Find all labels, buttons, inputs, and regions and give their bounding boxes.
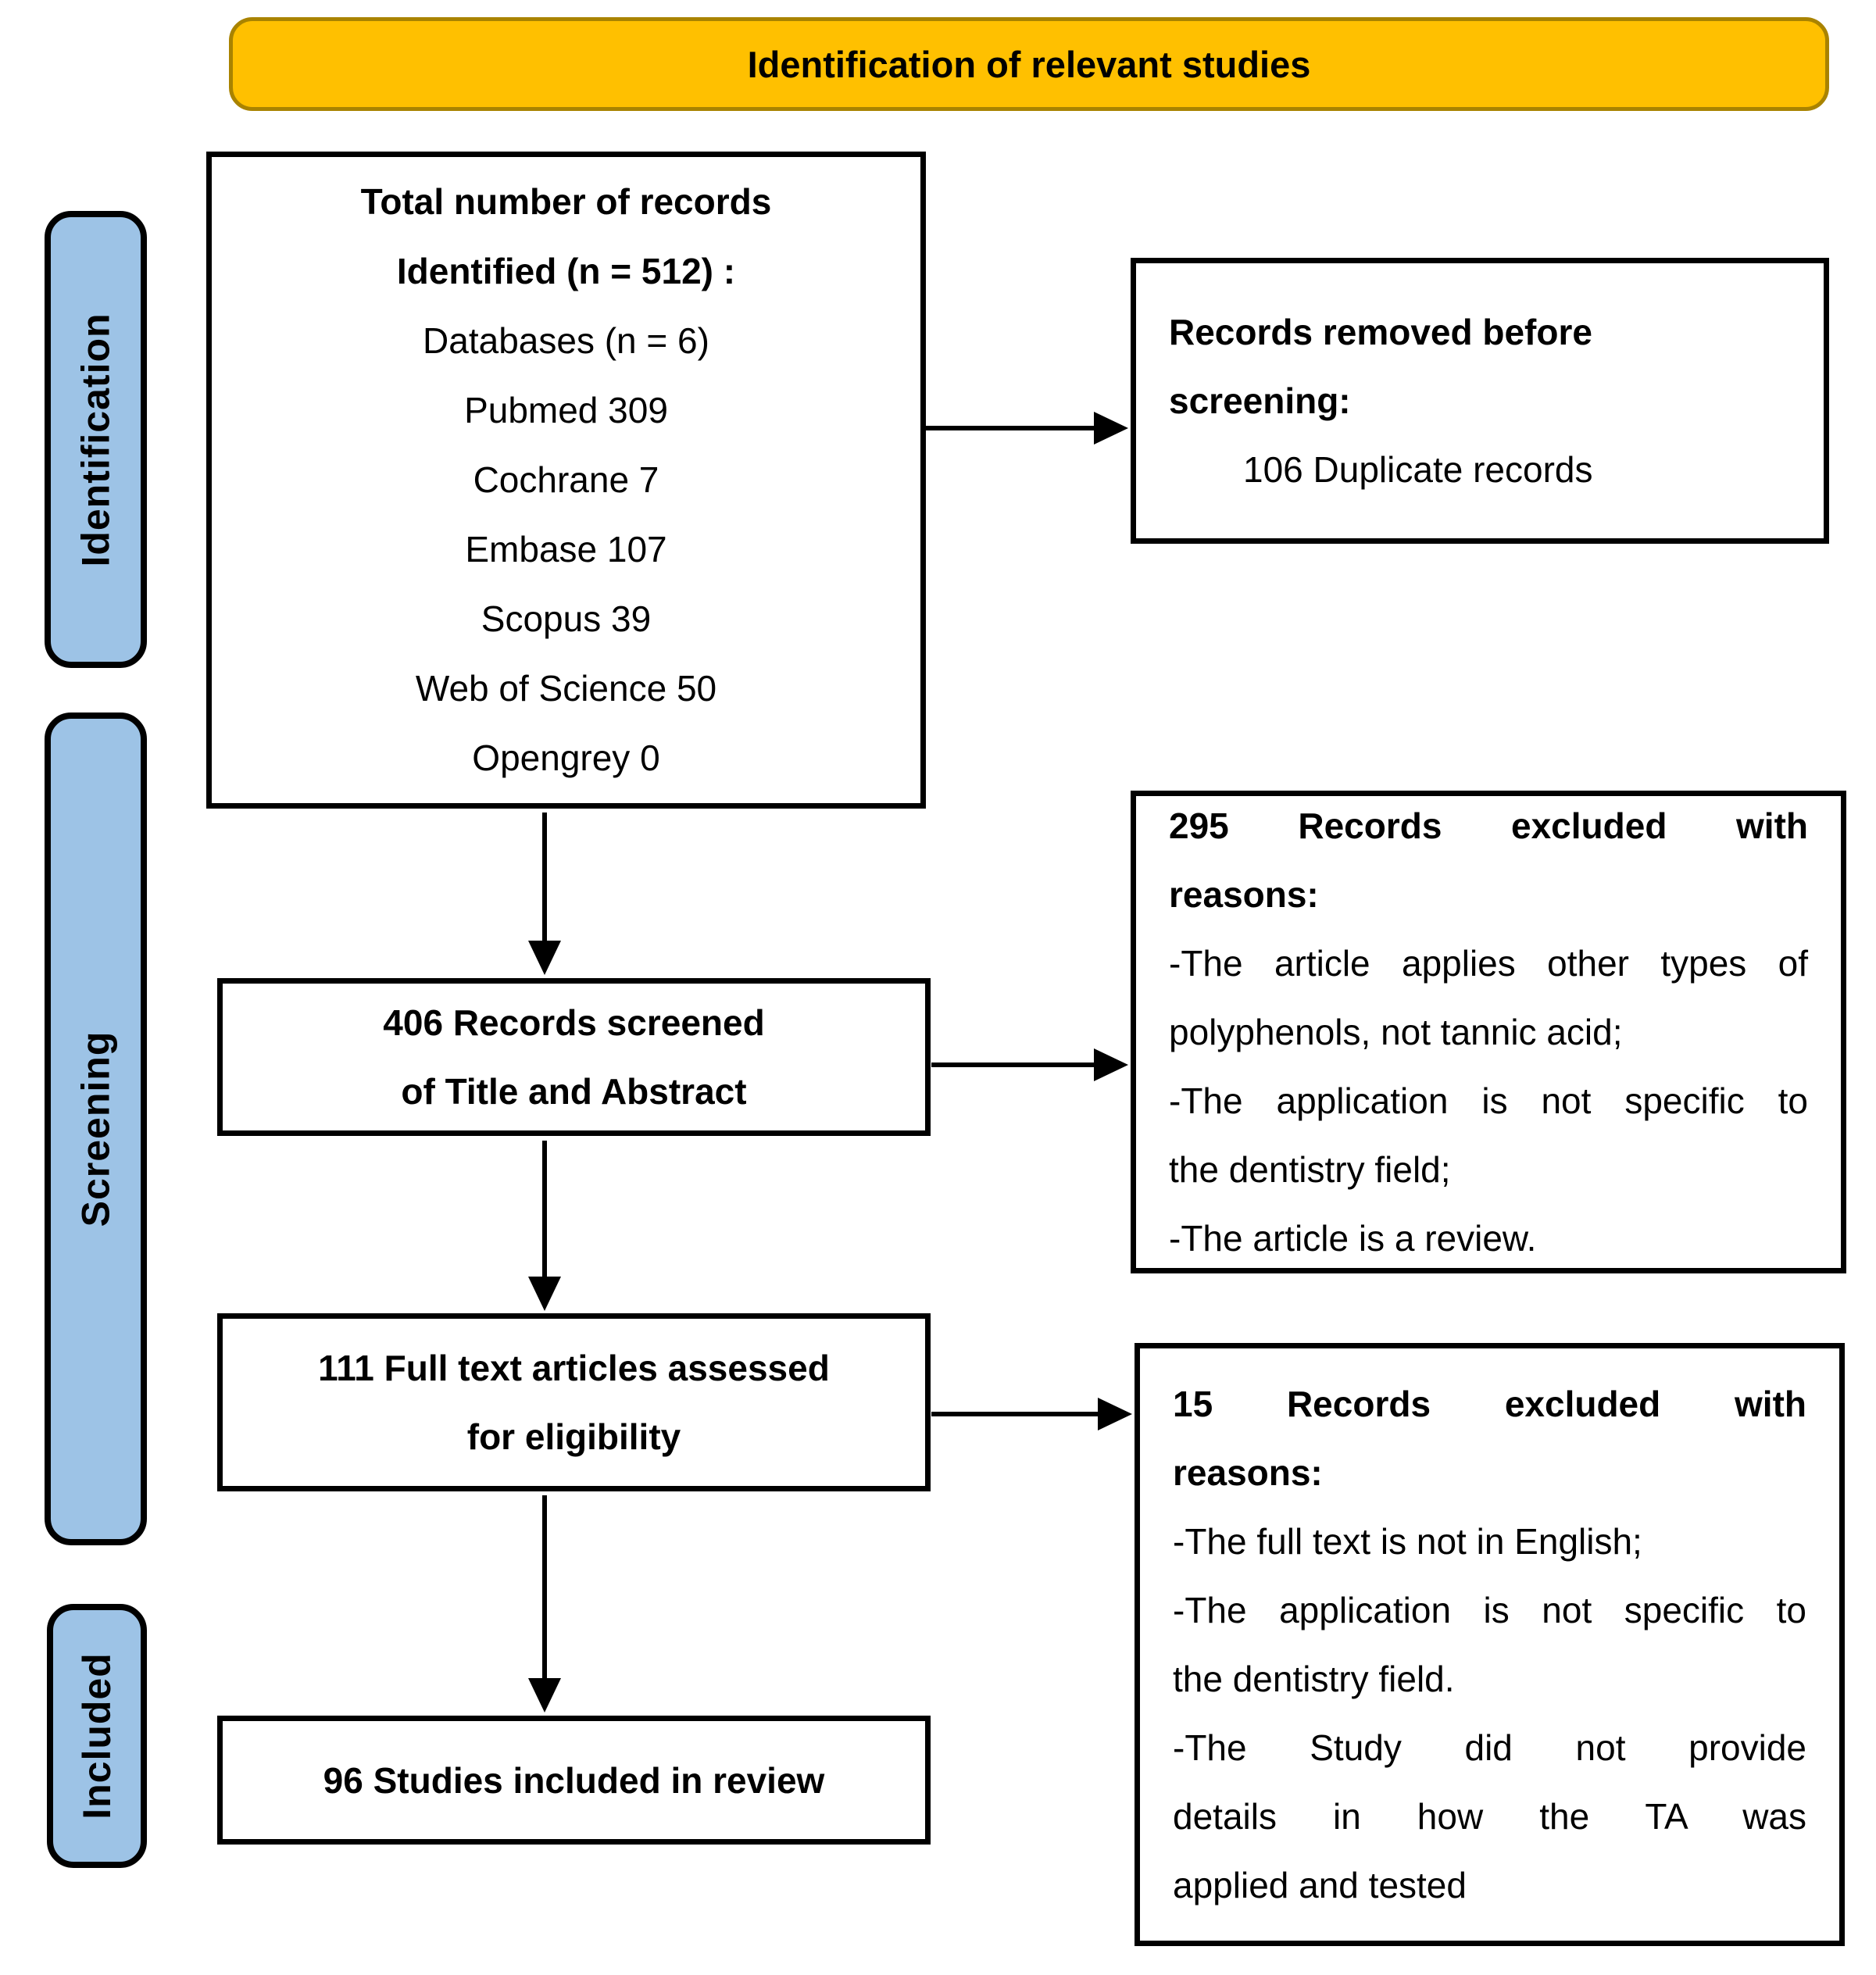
removed-line: screening: (1169, 380, 1351, 421)
identified-line: Databases (n = 6) (423, 320, 709, 361)
excluded-fulltext-line: -The application is not specific to (1173, 1590, 1806, 1630)
excluded-screening-line: -The article applies other types of (1169, 943, 1808, 984)
arrow-screened-to-excluded-head (1094, 1048, 1128, 1081)
box-records-removed (1131, 258, 1829, 544)
box-excluded-screening (1131, 791, 1846, 1273)
fulltext-line: 111 Full text articles assessed (318, 1348, 830, 1388)
identified-line: Embase 107 (465, 529, 667, 570)
arrow-screened-to-fulltext-line (542, 1141, 547, 1280)
excluded-fulltext-line: 15 Records excluded with (1173, 1384, 1806, 1424)
arrow-screened-to-fulltext-head (528, 1277, 561, 1311)
arrow-identified-to-screened-line (542, 812, 547, 944)
box-fulltext-assessed (217, 1313, 931, 1491)
identified-line: Web of Science 50 (415, 668, 717, 709)
box-records-identified (206, 152, 926, 809)
identified-line: Pubmed 309 (464, 390, 668, 430)
excluded-fulltext-line: the dentistry field. (1173, 1659, 1455, 1699)
excluded-fulltext-line: -The Study did not provide (1173, 1727, 1806, 1768)
box-studies-included (217, 1716, 931, 1845)
diagram-title: Identification of relevant studies (747, 43, 1311, 85)
identified-line: Opengrey 0 (472, 738, 660, 778)
excluded-screening-line: the dentistry field; (1169, 1149, 1451, 1190)
included-line: 96 Studies included in review (323, 1759, 825, 1801)
screened-line: of Title and Abstract (401, 1071, 747, 1112)
arrow-screened-to-excluded-line (931, 1062, 1099, 1067)
excluded-fulltext-line: details in how the TA was (1173, 1796, 1806, 1837)
excluded-fulltext-line: reasons: (1173, 1452, 1323, 1493)
fulltext-line: for eligibility (466, 1416, 681, 1457)
stage-screening (45, 712, 147, 1545)
arrow-identified-to-removed-head (1094, 412, 1128, 445)
excluded-fulltext-line: applied and tested (1173, 1865, 1467, 1905)
identified-line: Total number of records (360, 181, 772, 222)
arrow-fulltext-to-excluded-head (1098, 1398, 1132, 1430)
removed-line: Records removed before (1169, 312, 1592, 352)
box-excluded-fulltext (1135, 1343, 1845, 1946)
arrow-fulltext-to-excluded-line (931, 1412, 1103, 1416)
stage-identification-label: Identification (73, 312, 118, 567)
title-banner (229, 17, 1829, 111)
box-records-screened (217, 978, 931, 1136)
arrow-fulltext-to-included-line (542, 1495, 547, 1681)
identified-line: Identified (n = 512) : (396, 251, 736, 291)
stage-included (47, 1604, 147, 1868)
arrow-identified-to-screened-head (528, 941, 561, 975)
excluded-screening-line: -The application is not specific to (1169, 1080, 1808, 1121)
excluded-fulltext-line: -The full text is not in English; (1173, 1521, 1642, 1562)
excluded-screening-line: -The article is a review. (1169, 1218, 1537, 1259)
arrow-identified-to-removed-line (926, 426, 1099, 430)
identified-line: Scopus 39 (481, 598, 652, 639)
screened-line: 406 Records screened (383, 1002, 765, 1043)
excluded-screening-line: polyphenols, not tannic acid; (1169, 1012, 1623, 1052)
stage-included-label: Included (75, 1652, 120, 1820)
excluded-screening-line: 295 Records excluded with (1169, 805, 1808, 846)
stage-identification (45, 211, 147, 668)
identified-line: Cochrane 7 (473, 459, 659, 500)
arrow-fulltext-to-included-head (528, 1678, 561, 1712)
excluded-screening-line: reasons: (1169, 874, 1319, 915)
stage-screening-label: Screening (73, 1030, 118, 1227)
removed-line: 106 Duplicate records (1243, 449, 1593, 490)
